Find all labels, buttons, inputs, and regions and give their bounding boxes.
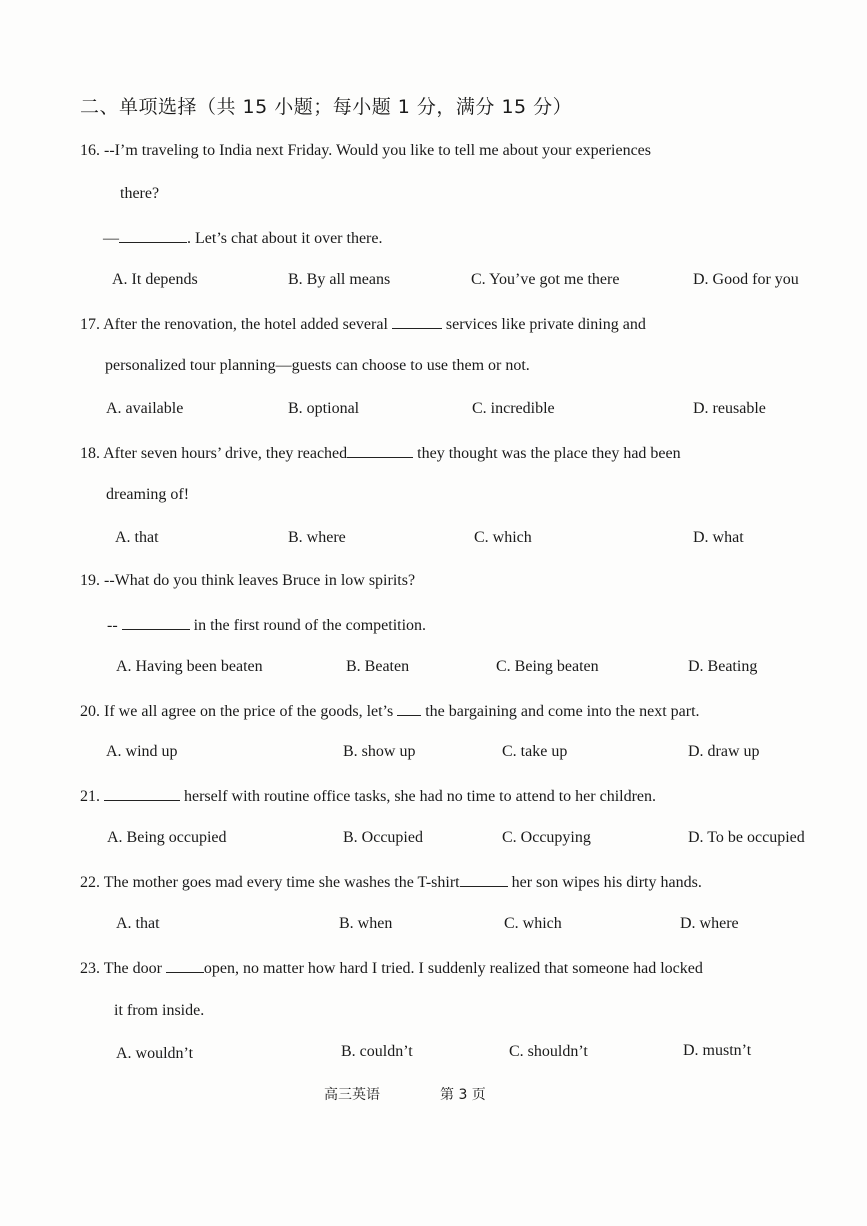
option-a: A. wouldn’t: [116, 1045, 194, 1062]
question-20-line1: [80, 701, 700, 721]
answer-blank: [397, 701, 421, 716]
option-c: C. Occupying: [502, 829, 591, 846]
option-d: D. mustn’t: [683, 1042, 752, 1059]
answer-blank: [166, 958, 204, 973]
question-23-line1: [80, 958, 703, 978]
question-18-text-b: they thought was the place they had been: [417, 445, 681, 462]
option-b: B. Beaten: [346, 658, 410, 675]
option-c: C. shouldn’t: [509, 1043, 588, 1060]
footer-subject: 高三英语: [324, 1087, 380, 1103]
option-a: A. that: [116, 915, 160, 932]
answer-blank: [104, 786, 180, 801]
option-a: A. wind up: [106, 743, 178, 760]
question-17-line1: [80, 314, 646, 334]
option-b: B. By all means: [288, 271, 391, 288]
option-c: C. Being beaten: [496, 658, 599, 675]
option-b: B. optional: [288, 400, 360, 417]
option-a: A. available: [106, 400, 184, 417]
option-c: C. incredible: [472, 400, 555, 417]
question-17-text-b: services like private dining and: [445, 316, 646, 333]
footer-page-number: 第 3 页: [440, 1087, 486, 1103]
answer-blank: [392, 314, 442, 329]
question-21-text-b: herself with routine office tasks, she had no time to attend to her children.: [184, 788, 657, 805]
question-18-line1: [80, 443, 681, 463]
answer-blank: [347, 443, 413, 458]
question-19-text-b: in the first round of the competition.: [193, 617, 427, 634]
question-17-line2: personalized tour planning—guests can choose to use them or not.: [105, 357, 530, 374]
option-d: D. what: [693, 529, 744, 546]
question-20-text-a: 20. If we all agree on the price of the goods, let’s: [80, 703, 394, 720]
answer-blank: [460, 872, 508, 887]
option-d: D. To be occupied: [688, 829, 805, 846]
section-title: 二、单项选择（共 15 小题；每小题 1 分，满分 15 分）: [80, 96, 573, 118]
question-23-text-b: open, no matter how hard I tried. I suddenly realized that someone had locked: [203, 960, 703, 977]
question-16-line3: [103, 228, 382, 248]
option-c: C. which: [474, 529, 532, 546]
option-a: A. Being occupied: [107, 829, 227, 846]
question-19-line2: [107, 615, 426, 635]
dialogue-dash: —: [103, 230, 119, 247]
option-b: B. Occupied: [343, 829, 423, 846]
option-c: C. which: [504, 915, 562, 932]
question-17-text-a: 17. After the renovation, the hotel added several: [80, 316, 388, 333]
option-c: C. You’ve got me there: [471, 271, 620, 288]
question-22-line1: [80, 872, 702, 892]
answer-blank: [119, 228, 187, 243]
option-d: D. draw up: [688, 743, 760, 760]
question-19-line1: 19. --What do you think leaves Bruce in low spirits?: [80, 572, 416, 589]
question-18-text-a: 18. After seven hours’ drive, they reached: [80, 445, 348, 462]
option-b: B. couldn’t: [341, 1043, 413, 1060]
option-d: D. where: [680, 915, 739, 932]
option-d: D. Good for you: [693, 271, 799, 288]
option-a: A. Having been beaten: [116, 658, 263, 675]
question-22-text-a: 22. The mother goes mad every time she washes the T-shirt: [80, 874, 460, 891]
option-d: D. Beating: [688, 658, 758, 675]
option-c: C. take up: [502, 743, 568, 760]
question-20-text-b: the bargaining and come into the next part.: [425, 703, 700, 720]
option-b: B. when: [339, 915, 393, 932]
question-16-line1: 16. --I’m traveling to India next Friday. Would you like to tell me about your experiences: [80, 142, 652, 159]
option-b: B. where: [288, 529, 346, 546]
question-16-line3-text: . Let’s chat about it over there.: [187, 230, 383, 247]
answer-blank: [122, 615, 190, 630]
question-23-line2: it from inside.: [114, 1002, 205, 1019]
question-18-line2: dreaming of!: [106, 486, 190, 503]
question-21-number: 21.: [80, 788, 100, 805]
question-22-text-b: her son wipes his dirty hands.: [511, 874, 702, 891]
question-21-line1: [80, 786, 656, 806]
option-a: A. It depends: [112, 271, 198, 288]
option-b: B. show up: [343, 743, 416, 760]
question-23-text-a: 23. The door: [80, 960, 162, 977]
dialogue-dash: --: [107, 617, 118, 634]
question-16-line2: there?: [120, 185, 160, 202]
option-d: D. reusable: [693, 400, 766, 417]
option-a: A. that: [115, 529, 159, 546]
